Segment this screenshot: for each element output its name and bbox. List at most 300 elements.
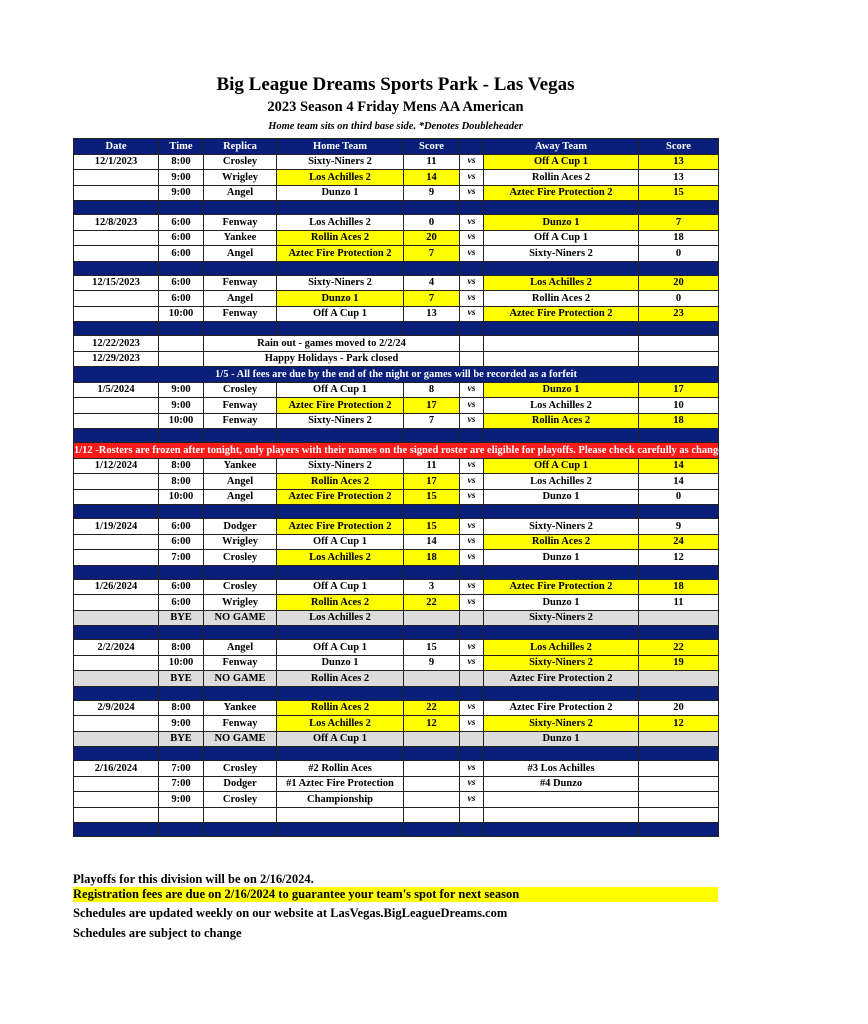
separator-cell (159, 747, 204, 761)
game-date (74, 474, 159, 490)
game-time: 8:00 (159, 458, 204, 474)
separator-cell (639, 505, 719, 519)
home-team: Sixty-Niners 2 (277, 413, 404, 429)
home-score: 22 (404, 595, 460, 611)
col-replica: Replica (204, 139, 277, 155)
separator-cell (277, 823, 404, 837)
away-score: 18 (639, 413, 719, 429)
home-score: 14 (404, 170, 460, 186)
game-replica: Crosley (204, 382, 277, 398)
away-team: Rollin Aces 2 (484, 534, 639, 550)
game-row (74, 291, 719, 307)
bye-away-score (639, 671, 719, 687)
col-away-score: Score (639, 139, 719, 155)
home-score: 7 (404, 413, 460, 429)
bye-away-score (639, 610, 719, 626)
away-score: 14 (639, 474, 719, 490)
notice-text: Rain out - games moved to 2/2/24 (204, 336, 460, 352)
away-team: Los Achilles 2 (484, 275, 639, 291)
home-score (404, 761, 460, 777)
notice-row (74, 336, 719, 352)
game-time: 9:00 (159, 185, 204, 201)
home-team: Rollin Aces 2 (277, 230, 404, 246)
game-date: 2/2/2024 (74, 640, 159, 656)
notice-vs (460, 336, 484, 352)
separator-cell (159, 565, 204, 579)
game-time: 10:00 (159, 413, 204, 429)
away-team: Rollin Aces 2 (484, 413, 639, 429)
home-team: Los Achilles 2 (277, 215, 404, 231)
separator-cell (204, 261, 277, 275)
separator-cell (74, 429, 159, 443)
empty-cell (204, 807, 277, 823)
empty-cell (277, 807, 404, 823)
notice-away (484, 336, 639, 352)
vs-label: vs (460, 716, 484, 732)
game-date: 1/19/2024 (74, 519, 159, 535)
separator-cell (404, 686, 460, 700)
registration-note: Registration fees are due on 2/16/2024 to guarantee your team's spot for next season (73, 887, 718, 902)
roster-alert-row (74, 443, 719, 459)
separator-cell (460, 322, 484, 336)
separator-cell (74, 686, 159, 700)
separator-cell (460, 505, 484, 519)
game-replica: Angel (204, 246, 277, 262)
home-team: Aztec Fire Protection 2 (277, 398, 404, 414)
schedule-table (73, 138, 868, 837)
home-team: Rollin Aces 2 (277, 474, 404, 490)
home-score (404, 792, 460, 808)
away-score: 18 (639, 230, 719, 246)
game-date (74, 655, 159, 671)
notice-text: Happy Holidays - Park closed (204, 351, 460, 367)
away-score: 20 (639, 275, 719, 291)
empty-cell (460, 807, 484, 823)
game-date (74, 716, 159, 732)
away-score: 17 (639, 382, 719, 398)
empty-row (74, 807, 719, 823)
game-date: 12/15/2023 (74, 275, 159, 291)
game-time: 10:00 (159, 655, 204, 671)
game-date (74, 246, 159, 262)
game-row (74, 230, 719, 246)
notice-away (484, 351, 639, 367)
change-note: Schedules are subject to change (73, 926, 242, 940)
home-score: 11 (404, 458, 460, 474)
away-team: Off A Cup 1 (484, 230, 639, 246)
separator-cell (404, 823, 460, 837)
game-replica: Angel (204, 640, 277, 656)
vs-label: vs (460, 489, 484, 505)
away-score (639, 776, 719, 792)
away-team: Off A Cup 1 (484, 154, 639, 170)
home-score: 15 (404, 489, 460, 505)
away-team: Rollin Aces 2 (484, 291, 639, 307)
home-score: 4 (404, 275, 460, 291)
separator-cell (460, 626, 484, 640)
separator-cell (277, 686, 404, 700)
game-row (74, 776, 719, 792)
home-team: Aztec Fire Protection 2 (277, 489, 404, 505)
notice-score (639, 351, 719, 367)
week-separator (74, 201, 719, 215)
game-date: 1/26/2024 (74, 579, 159, 595)
separator-cell (74, 565, 159, 579)
separator-cell (484, 565, 639, 579)
home-team: #1 Aztec Fire Protection (277, 776, 404, 792)
vs-label: vs (460, 398, 484, 414)
away-team: Dunzo 1 (484, 215, 639, 231)
game-row (74, 246, 719, 262)
game-date: 12/8/2023 (74, 215, 159, 231)
vs-label: vs (460, 170, 484, 186)
separator-cell (204, 429, 277, 443)
away-team: Aztec Fire Protection 2 (484, 306, 639, 322)
separator-cell (159, 429, 204, 443)
away-score (639, 761, 719, 777)
game-date (74, 550, 159, 566)
game-date (74, 671, 159, 687)
col-away-team: Away Team (484, 139, 639, 155)
away-score: 11 (639, 595, 719, 611)
separator-cell (639, 747, 719, 761)
separator-cell (277, 747, 404, 761)
away-team: Sixty-Niners 2 (484, 716, 639, 732)
separator-cell (484, 429, 639, 443)
game-time: 6:00 (159, 579, 204, 595)
home-score: 20 (404, 230, 460, 246)
game-time: 9:00 (159, 716, 204, 732)
notice-date: 12/29/2023 (74, 351, 159, 367)
game-replica: Crosley (204, 761, 277, 777)
game-row (74, 306, 719, 322)
game-time: 6:00 (159, 215, 204, 231)
game-replica: Wrigley (204, 534, 277, 550)
away-score: 12 (639, 550, 719, 566)
away-team: Off A Cup 1 (484, 458, 639, 474)
separator-cell (639, 201, 719, 215)
column-header-row (74, 139, 719, 155)
separator-cell (404, 429, 460, 443)
separator-cell (484, 823, 639, 837)
separator-cell (639, 322, 719, 336)
page-title: Big League Dreams Sports Park - Las Vegas (216, 74, 575, 95)
week-separator (74, 565, 719, 579)
away-score: 7 (639, 215, 719, 231)
bye-home-score (404, 610, 460, 626)
separator-cell (74, 201, 159, 215)
bye-label: BYE (159, 610, 204, 626)
game-date (74, 398, 159, 414)
vs-label: vs (460, 640, 484, 656)
game-row (74, 275, 719, 291)
game-time: 9:00 (159, 170, 204, 186)
separator-cell (74, 505, 159, 519)
away-score: 9 (639, 519, 719, 535)
separator-cell (277, 429, 404, 443)
bye-home-team: Off A Cup 1 (277, 731, 404, 747)
separator-cell (460, 565, 484, 579)
notice-row (74, 351, 719, 367)
vs-label: vs (460, 382, 484, 398)
game-time: 6:00 (159, 246, 204, 262)
home-score: 18 (404, 550, 460, 566)
game-replica: Yankee (204, 700, 277, 716)
empty-cell (74, 807, 159, 823)
notice-date: 12/22/2023 (74, 336, 159, 352)
game-replica: Angel (204, 291, 277, 307)
bye-label: BYE (159, 731, 204, 747)
vs-label: vs (460, 306, 484, 322)
away-team: Dunzo 1 (484, 595, 639, 611)
bye-home-team: Los Achilles 2 (277, 610, 404, 626)
game-date (74, 230, 159, 246)
game-row (74, 534, 719, 550)
away-score (639, 792, 719, 808)
game-row (74, 413, 719, 429)
game-replica: Fenway (204, 655, 277, 671)
separator-cell (74, 322, 159, 336)
separator-cell (404, 322, 460, 336)
separator-cell (639, 565, 719, 579)
home-team: Dunzo 1 (277, 291, 404, 307)
separator-cell (204, 686, 277, 700)
separator-cell (460, 747, 484, 761)
separator-cell (204, 823, 277, 837)
game-row (74, 170, 719, 186)
separator-cell (277, 565, 404, 579)
game-date (74, 534, 159, 550)
notice-time (159, 351, 204, 367)
away-team: #3 Los Achilles (484, 761, 639, 777)
vs-label: vs (460, 291, 484, 307)
game-date (74, 792, 159, 808)
separator-cell (404, 565, 460, 579)
game-replica: Yankee (204, 458, 277, 474)
home-team: Los Achilles 2 (277, 716, 404, 732)
game-replica: Wrigley (204, 595, 277, 611)
game-replica: Yankee (204, 230, 277, 246)
separator-cell (460, 429, 484, 443)
separator-cell (404, 201, 460, 215)
away-team: Sixty-Niners 2 (484, 246, 639, 262)
col-home-score: Score (404, 139, 460, 155)
vs-label: vs (460, 792, 484, 808)
away-team: Los Achilles 2 (484, 398, 639, 414)
away-score: 19 (639, 655, 719, 671)
game-row (74, 761, 719, 777)
away-team: Aztec Fire Protection 2 (484, 579, 639, 595)
separator-cell (460, 823, 484, 837)
separator-cell (460, 201, 484, 215)
home-team: Off A Cup 1 (277, 382, 404, 398)
col-date: Date (74, 139, 159, 155)
game-time: 6:00 (159, 230, 204, 246)
notice-vs (460, 351, 484, 367)
bye-away-team: Dunzo 1 (484, 731, 639, 747)
game-date (74, 595, 159, 611)
vs-label: vs (460, 230, 484, 246)
game-row (74, 550, 719, 566)
separator-cell (159, 261, 204, 275)
game-replica: Dodger (204, 776, 277, 792)
empty-cell (484, 807, 639, 823)
game-replica: Crosley (204, 550, 277, 566)
empty-cell (159, 807, 204, 823)
separator-cell (639, 261, 719, 275)
home-team: Dunzo 1 (277, 185, 404, 201)
home-team: Dunzo 1 (277, 655, 404, 671)
game-replica: Wrigley (204, 170, 277, 186)
separator-cell (159, 505, 204, 519)
away-score: 13 (639, 170, 719, 186)
week-separator (74, 261, 719, 275)
week-separator (74, 429, 719, 443)
separator-cell (74, 747, 159, 761)
home-score: 8 (404, 382, 460, 398)
game-replica: Fenway (204, 716, 277, 732)
separator-cell (484, 686, 639, 700)
game-date (74, 306, 159, 322)
game-date (74, 776, 159, 792)
game-date (74, 170, 159, 186)
home-team: Aztec Fire Protection 2 (277, 246, 404, 262)
bye-vs (460, 731, 484, 747)
playoffs-note: Playoffs for this division will be on 2/16/2024. (73, 872, 314, 886)
week-separator (74, 505, 719, 519)
home-score (404, 776, 460, 792)
game-date (74, 413, 159, 429)
away-team: Los Achilles 2 (484, 474, 639, 490)
home-team: Rollin Aces 2 (277, 700, 404, 716)
vs-label: vs (460, 474, 484, 490)
home-score: 22 (404, 700, 460, 716)
game-row (74, 398, 719, 414)
separator-cell (460, 686, 484, 700)
game-row (74, 640, 719, 656)
home-team: Aztec Fire Protection 2 (277, 519, 404, 535)
away-score: 13 (639, 154, 719, 170)
game-time: 10:00 (159, 306, 204, 322)
game-row (74, 474, 719, 490)
week-separator (74, 747, 719, 761)
vs-label: vs (460, 185, 484, 201)
home-score: 0 (404, 215, 460, 231)
separator-cell (277, 505, 404, 519)
home-team: Rollin Aces 2 (277, 595, 404, 611)
game-time: 8:00 (159, 154, 204, 170)
vs-label: vs (460, 700, 484, 716)
separator-cell (204, 201, 277, 215)
col-home-team: Home Team (277, 139, 404, 155)
game-row (74, 185, 719, 201)
fees-banner-row (74, 367, 719, 383)
home-score: 3 (404, 579, 460, 595)
game-time: 7:00 (159, 550, 204, 566)
no-game-label: NO GAME (204, 671, 277, 687)
away-team: Sixty-Niners 2 (484, 519, 639, 535)
vs-label: vs (460, 458, 484, 474)
away-team: Aztec Fire Protection 2 (484, 700, 639, 716)
bye-label: BYE (159, 671, 204, 687)
separator-cell (159, 823, 204, 837)
away-score: 18 (639, 579, 719, 595)
game-replica: Fenway (204, 275, 277, 291)
vs-label: vs (460, 519, 484, 535)
game-row (74, 382, 719, 398)
game-date: 1/5/2024 (74, 382, 159, 398)
game-date (74, 489, 159, 505)
game-row (74, 700, 719, 716)
bye-away-score (639, 731, 719, 747)
away-score: 0 (639, 246, 719, 262)
vs-label: vs (460, 761, 484, 777)
week-separator (74, 322, 719, 336)
game-row (74, 655, 719, 671)
away-score: 0 (639, 489, 719, 505)
game-time: 9:00 (159, 792, 204, 808)
game-time: 6:00 (159, 595, 204, 611)
website-note: Schedules are updated weekly on our website at LasVegas.BigLeagueDreams.com (73, 906, 508, 920)
game-date (74, 731, 159, 747)
away-score: 0 (639, 291, 719, 307)
away-team: Dunzo 1 (484, 489, 639, 505)
game-time: 8:00 (159, 640, 204, 656)
vs-label: vs (460, 534, 484, 550)
week-separator (74, 823, 719, 837)
vs-label: vs (460, 215, 484, 231)
separator-cell (639, 626, 719, 640)
away-score: 23 (639, 306, 719, 322)
home-score: 13 (404, 306, 460, 322)
separator-cell (460, 261, 484, 275)
away-team: Sixty-Niners 2 (484, 655, 639, 671)
vs-label: vs (460, 550, 484, 566)
game-replica: Fenway (204, 306, 277, 322)
notice-score (639, 336, 719, 352)
game-row (74, 489, 719, 505)
empty-cell (639, 807, 719, 823)
separator-cell (159, 201, 204, 215)
game-date (74, 185, 159, 201)
bye-home-team: Rollin Aces 2 (277, 671, 404, 687)
away-score: 10 (639, 398, 719, 414)
separator-cell (204, 505, 277, 519)
game-time: 8:00 (159, 700, 204, 716)
away-score: 22 (639, 640, 719, 656)
home-team: #2 Rollin Aces (277, 761, 404, 777)
game-time: 7:00 (159, 776, 204, 792)
home-team: Championship (277, 792, 404, 808)
game-time: 9:00 (159, 382, 204, 398)
separator-cell (159, 686, 204, 700)
bye-away-team: Sixty-Niners 2 (484, 610, 639, 626)
game-date (74, 291, 159, 307)
home-team: Off A Cup 1 (277, 579, 404, 595)
away-team: #4 Dunzo (484, 776, 639, 792)
separator-cell (484, 626, 639, 640)
col-vs (460, 139, 484, 155)
away-score: 12 (639, 716, 719, 732)
home-score: 12 (404, 716, 460, 732)
game-replica: Angel (204, 474, 277, 490)
no-game-label: NO GAME (204, 731, 277, 747)
bye-away-team: Aztec Fire Protection 2 (484, 671, 639, 687)
bye-row (74, 671, 719, 687)
home-team: Los Achilles 2 (277, 550, 404, 566)
bye-home-score (404, 731, 460, 747)
game-replica: Fenway (204, 398, 277, 414)
